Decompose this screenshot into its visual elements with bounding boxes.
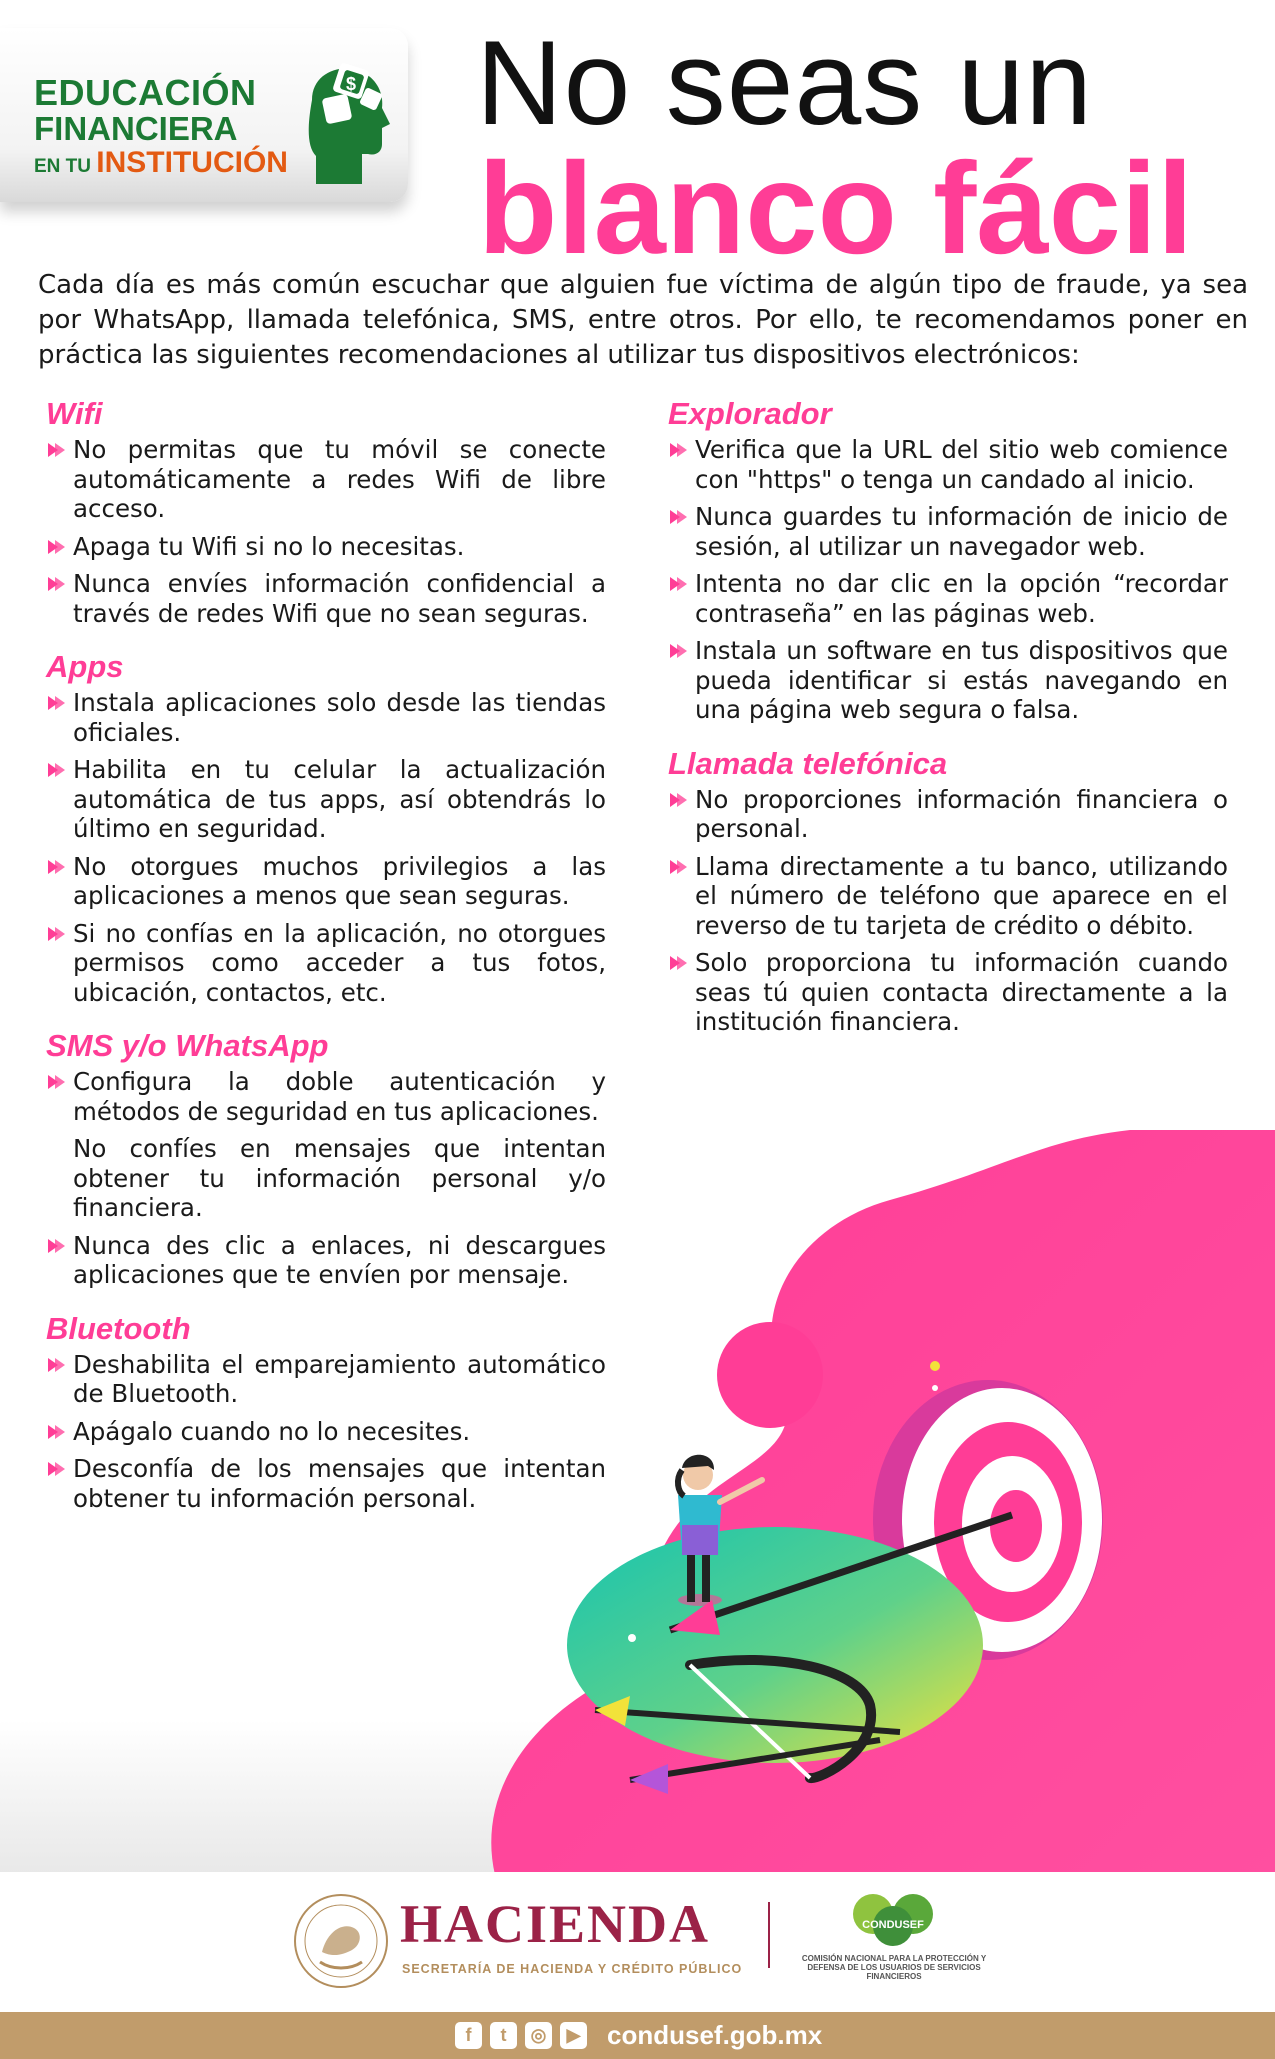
intro-paragraph: Cada día es más común escuchar que alguien fue víctima de algún tipo de fraude, ya sea por WhatsApp, llamada telefónica, SMS, entre otros. Por ello, te recomendamos poner en práctica las siguientes recomendaciones al utilizar tus dispositivos electrónicos: [38, 270, 1248, 370]
logo-card [0, 28, 408, 202]
title-line-1: No seas un [476, 16, 1094, 150]
facebook-icon[interactable]: f [455, 2022, 482, 2049]
social-links [455, 2022, 587, 2049]
section-wifi [46, 395, 606, 628]
website-link[interactable]: condusef.gob.mx [607, 2020, 823, 2050]
chevron-bullet-icon [668, 642, 690, 660]
chevron-bullet-icon [668, 791, 690, 809]
chevron-bullet-icon [46, 1423, 68, 1441]
hacienda-subtitle: SECRETARÍA DE HACIENDA Y CRÉDITO PÚBLICO [402, 1962, 743, 1976]
list-item: No confíes en mensajes que intentan obtener tu información personal y/o financiera. [73, 1134, 606, 1222]
list-item: Verifica que la URL del sitio web comience con "https" o tenga un candado al inicio. [668, 435, 1228, 494]
section-title: Apps [46, 649, 124, 684]
chevron-bullet-icon [668, 508, 690, 526]
svg-text:$: $ [346, 74, 357, 94]
list-item: Instala un software en tus dispositivos que pueda identificar si estás navegando en una página web segura o falsa. [668, 636, 1228, 725]
chevron-bullet-icon [46, 858, 68, 876]
section-apps [46, 648, 606, 1007]
chevron-bullet-icon [46, 1073, 68, 1091]
list-item: No otorgues muchos privilegios a las aplicaciones a menos que sean seguras. [46, 852, 606, 911]
section-title: Bluetooth [46, 1310, 191, 1346]
section-llamada-telefonica [668, 745, 1228, 1037]
list-item: Configura la doble autenticación y métodos de seguridad en tus aplicaciones. [46, 1067, 606, 1126]
condusef-logo [843, 1892, 943, 1948]
footer [0, 1872, 1275, 2012]
logo-line-1: EDUCACIÓN [34, 72, 257, 113]
hacienda-logo-text: HACIENDA [400, 1894, 711, 1954]
logo-line-2: FINANCIERA [34, 110, 238, 147]
list-item: Nunca guardes tu información de inicio de sesión, al utilizar un navegador web. [668, 502, 1228, 561]
chevron-bullet-icon [46, 925, 68, 943]
puzzle-head-icon [282, 60, 394, 188]
list-item: No permitas que tu móvil se conecte automáticamente a redes Wifi de libre acceso. [46, 435, 606, 524]
list-item: Habilita en tu celular la actualización automática de tus apps, así obtendrás lo último en seguridad. [46, 755, 606, 844]
list-item: Solo proporciona tu información cuando seas tú quien contacta directamente a la institución financiera. [668, 948, 1228, 1037]
pink-circle-shape [717, 1322, 823, 1428]
list-item: Instala aplicaciones solo desde las tiendas oficiales. [46, 688, 606, 747]
footer-divider [768, 1902, 770, 1968]
instagram-icon[interactable]: ◎ [525, 2022, 552, 2049]
list-item: Deshabilita el emparejamiento automático de Bluetooth. [46, 1350, 606, 1409]
chevron-bullet-icon [46, 538, 68, 556]
list-item: No proporciones información financiera o personal. [668, 785, 1228, 844]
list-item: Intenta no dar clic en la opción “recordar contraseña” en las páginas web. [668, 569, 1228, 628]
page-title [476, 16, 1194, 281]
right-column [668, 395, 1228, 1057]
list-item: Nunca des clic a enlaces, ni descargues aplicaciones que te envíen por mensaje. [46, 1231, 606, 1290]
section-title: Explorador [668, 396, 832, 431]
chevron-bullet-icon [668, 441, 690, 459]
list-item: Apaga tu Wifi si no lo necesitas. [46, 532, 606, 562]
chevron-bullet-icon [46, 1460, 68, 1478]
list-item: Nunca envíes información confidencial a través de redes Wifi que no sean seguras. [46, 569, 606, 628]
chevron-bullet-icon [46, 761, 68, 779]
chevron-bullet-icon [668, 575, 690, 593]
platform-shape [567, 1527, 983, 1763]
youtube-icon[interactable]: ▶ [560, 2022, 587, 2049]
list-item: Apágalo cuando no lo necesites. [46, 1417, 606, 1447]
bottom-bar [0, 2012, 1275, 2059]
chevron-bullet-icon [46, 441, 68, 459]
target-illustration [480, 1130, 1275, 1875]
list-item: Desconfía de los mensajes que intentan obtener tu información personal. [46, 1454, 606, 1513]
section-title: SMS y/o WhatsApp [46, 1028, 329, 1063]
logo-line-3: EN TU INSTITUCIÓN [34, 146, 288, 179]
mexico-coat-of-arms-icon [292, 1892, 390, 1990]
section-title: Llamada telefónica [668, 745, 948, 781]
section-explorador [668, 395, 1228, 725]
chevron-bullet-icon [46, 694, 68, 712]
chevron-bullet-icon [668, 858, 690, 876]
twitter-icon[interactable]: t [490, 2022, 517, 2049]
list-item: Si no confías en la aplicación, no otorgues permisos como acceder a tus fotos, ubicación, contactos, etc. [46, 919, 606, 1008]
condusef-logo-text: CONDUSEF [862, 1919, 924, 1931]
list-item: Llama directamente a tu banco, utilizando el número de teléfono que aparece en el reverso de tu tarjeta de crédito o débito. [668, 852, 1228, 941]
program-logo-text [34, 74, 288, 185]
chevron-bullet-icon [668, 954, 690, 972]
chevron-bullet-icon [46, 1237, 68, 1255]
chevron-bullet-icon [46, 1356, 68, 1374]
section-title: Wifi [46, 396, 103, 431]
title-line-2: blanco fácil [478, 135, 1194, 281]
condusef-subtitle: COMISIÓN NACIONAL PARA LA PROTECCIÓN Y DEFENSA DE LOS USUARIOS DE SERVICIOS FINANCIEROS [801, 1954, 987, 1981]
chevron-bullet-icon [46, 575, 68, 593]
